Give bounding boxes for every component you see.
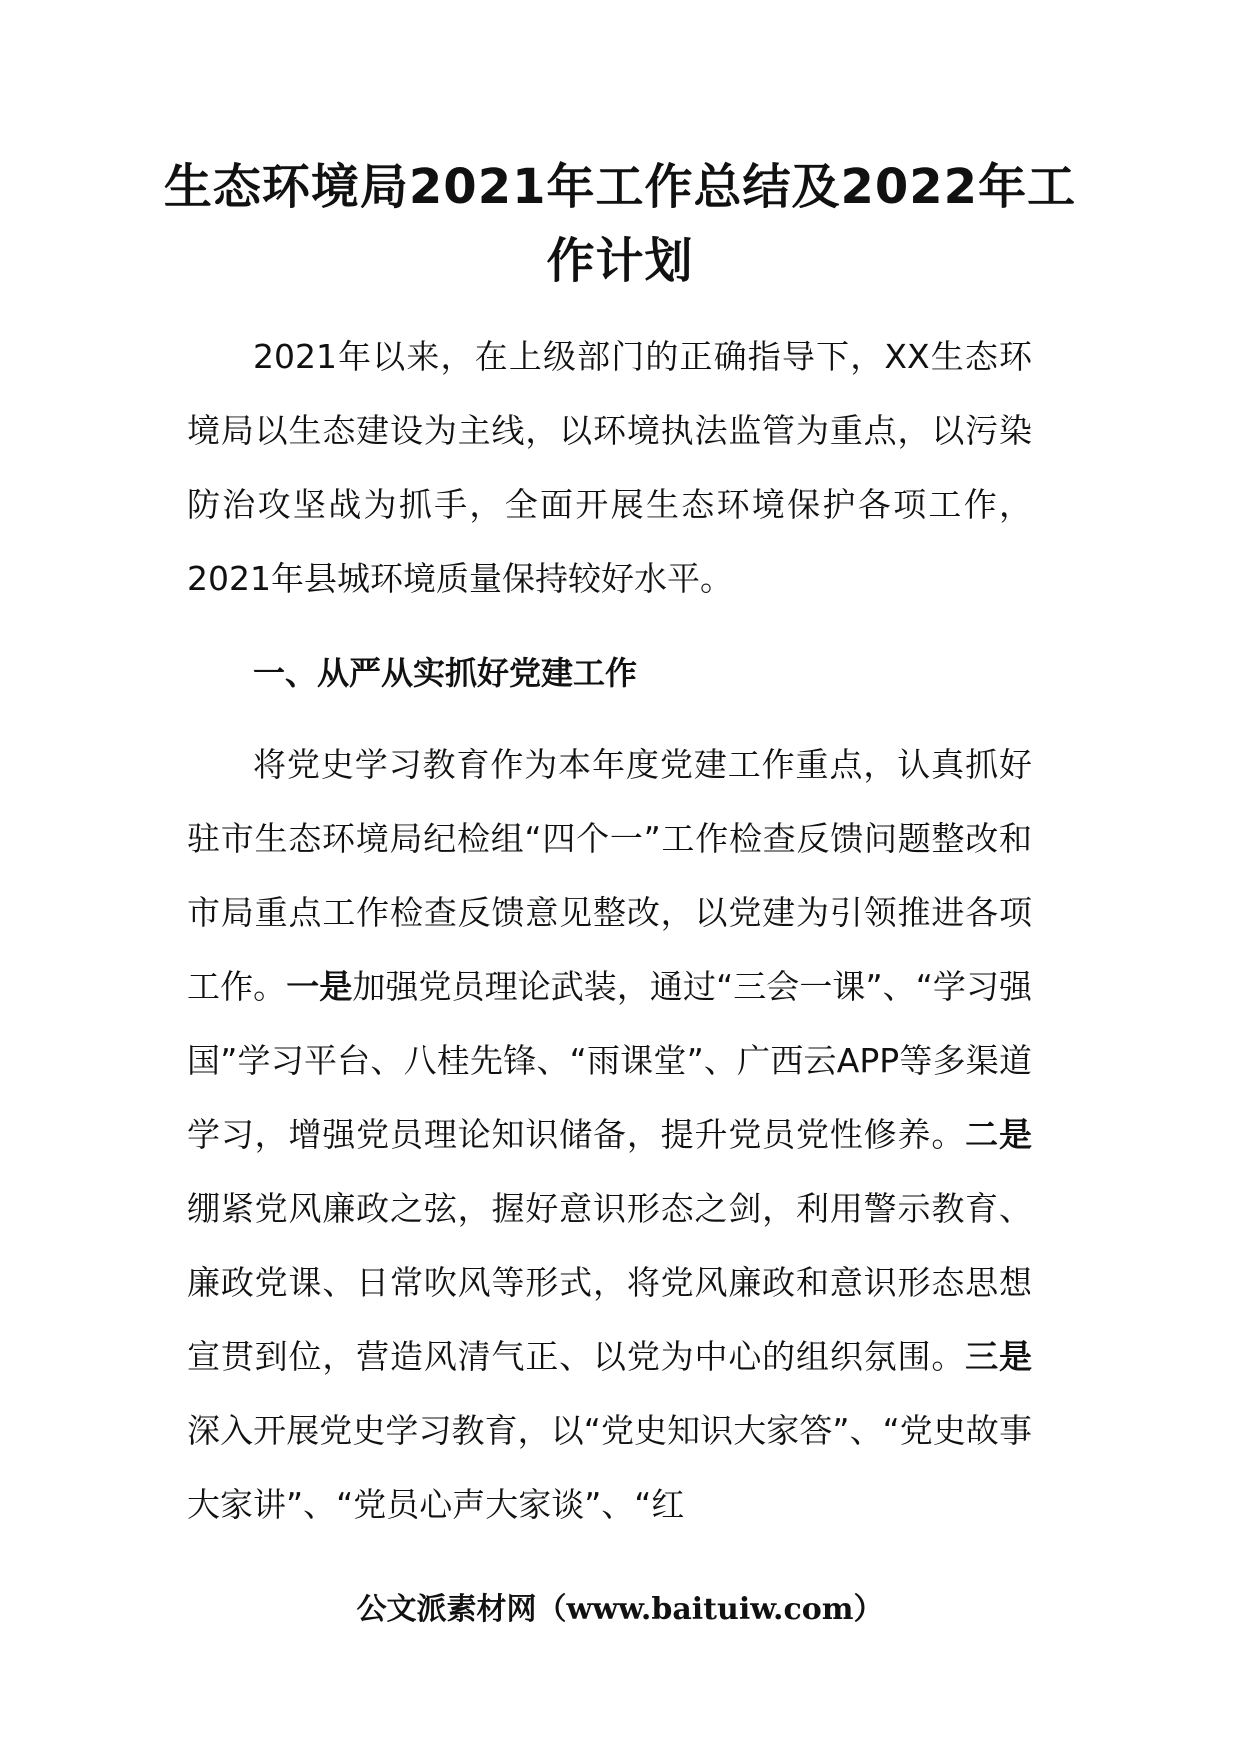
- section-heading: 一、从严从实抓好党建工作: [253, 654, 638, 692]
- point-label-1: 一是: [286, 967, 353, 1006]
- footer-watermark: 公文派素材网（www.baituiw.com）: [356, 1592, 884, 1627]
- section-paragraph: [187, 728, 1032, 1542]
- point-label-2: 二是: [965, 1115, 1033, 1154]
- document-title: 生态环境局2021年工作总结及2022年工作计划: [163, 159, 1077, 289]
- paragraph-text-c: 绷紧党风廉政之弦，握好意识形态之剑，利用警示教育、廉政党课、日常吹风等形式，将党风廉政和意识形态思想宣贯到位，营造风清气正、以党为中心的组织氛围。: [187, 1189, 1032, 1376]
- paragraph-text-a: 将党史学习教育作为本年度党建工作重点，认真抓好驻市生态环境局纪检组“四个一”工作检查反馈问题整改和市局重点工作检查反馈意见整改，以党建为引领推进各项工作。: [187, 745, 1032, 1006]
- point-label-3: 三是: [965, 1337, 1033, 1376]
- paragraph-text-d: 深入开展党史学习教育，以“党史知识大家答”、“党史故事大家讲”、“党员心声大家谈”、“红: [187, 1411, 1032, 1524]
- paragraph-text-b: 加强党员理论武装，通过“三会一课”、“学习强国”学习平台、八桂先锋、“雨课堂”、广西云APP等多渠道学习，增强党员理论知识储备，提升党员党性修养。: [187, 967, 1033, 1154]
- intro-paragraph: 2021年以来，在上级部门的正确指导下，XX生态环境局以生态建设为主线，以环境执法监管为重点，以污染防治攻坚战为抓手，全面开展生态环境保护各项工作，2021年县城环境质量保持较好水平。: [187, 337, 1032, 598]
